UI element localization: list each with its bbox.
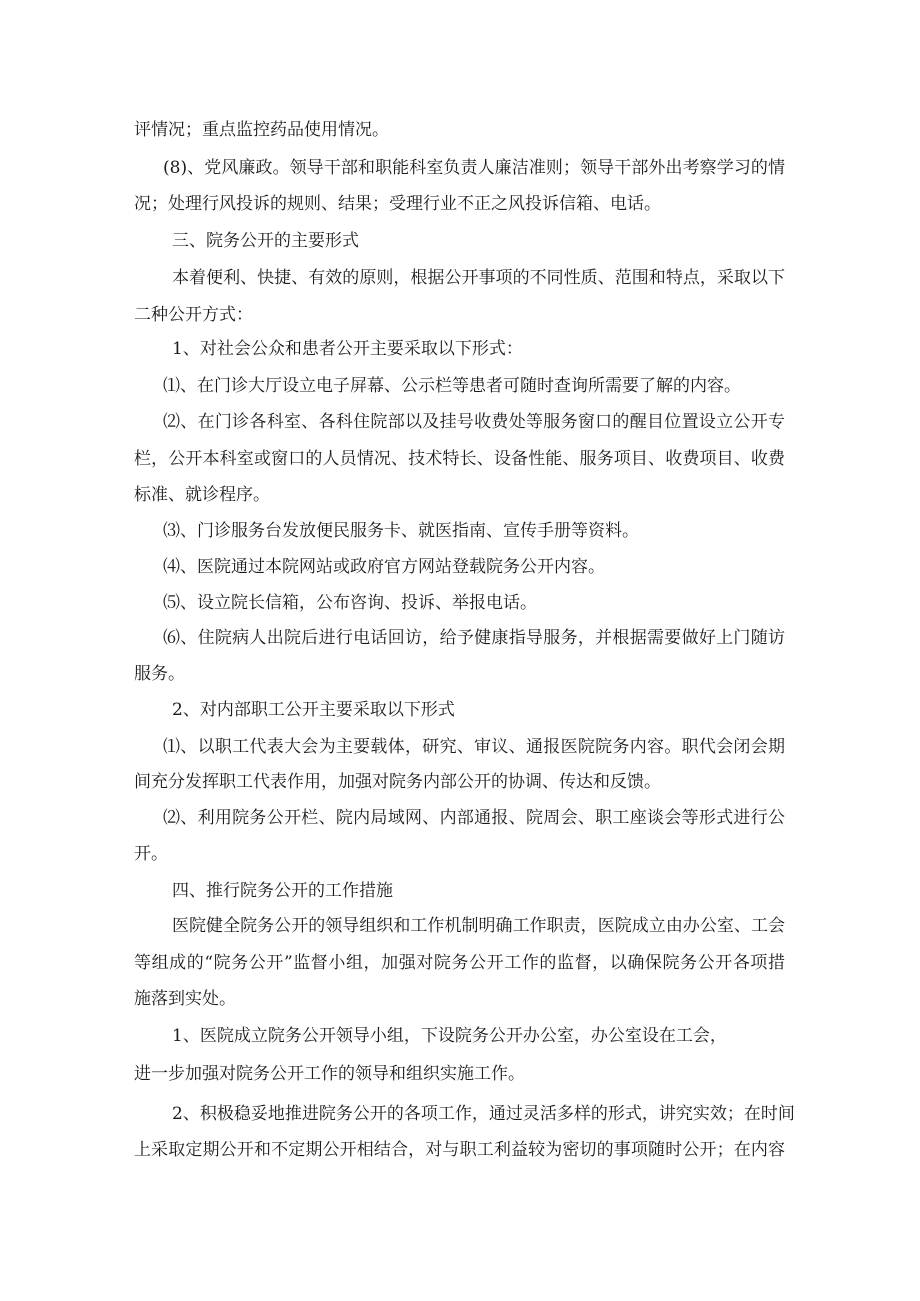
list-item: ⑵、在门诊各科室、各科住院部以及挂号收费处等服务窗口的醒目位置设立公开专 [163, 412, 785, 432]
text-line: 开。 [134, 844, 168, 864]
section-heading: 三、院务公开的主要形式 [172, 231, 359, 251]
subheading: 2、对内部职工公开主要采取以下形式 [172, 700, 455, 720]
text-line: 评情况；重点监控药品使用情况。 [134, 120, 389, 140]
list-item: ⑹、住院病人出院后进行电话回访，给予健康指导服务，并根据需要做好上门随访 [163, 628, 785, 648]
text-line: 二种公开方式： [134, 305, 253, 325]
section-heading: 四、推行院务公开的工作措施 [172, 881, 393, 901]
list-item: ⑶、门诊服务台发放便民服务卡、就医指南、宣传手册等资料。 [163, 521, 639, 541]
text-line: 栏，公开本科室或窗口的人员情况、技术特长、设备性能、服务项目、收费项目、收费 [134, 449, 785, 469]
text-line: 标准、就诊程序。 [134, 485, 270, 505]
text-line: 况；处理行风投诉的规则、结果；受理行业不正之风投诉信箱、电话。 [134, 194, 661, 214]
text-line: 施落到实处。 [134, 989, 236, 1009]
subheading: 2、积极稳妥地推进院务公开的各项工作，通过灵活多样的形式，讲究实效；在时间 [172, 1104, 795, 1124]
text-line: 上采取定期公开和不定期公开相结合，对与职工利益较为密切的事项随时公开；在内容 [134, 1140, 785, 1160]
text-line: 服务。 [134, 664, 185, 684]
text-line: 本着便利、快捷、有效的原则，根据公开事项的不同性质、范围和特点，采取以下 [172, 268, 785, 288]
subheading: 1、对社会公众和患者公开主要采取以下形式： [172, 339, 523, 359]
list-item: ⑴、以职工代表大会为主要载体，研究、审议、通报医院院务内容。职代会闭会期 [163, 737, 785, 757]
list-item: ⑷、医院通过本院网站或政府官方网站登载院务公开内容。 [163, 557, 605, 577]
text-line: 间充分发挥职工代表作用，加强对院务内部公开的协调、传达和反馈。 [134, 772, 661, 792]
text-line: 等组成的“院务公开”监督小组，加强对院务公开工作的监督，以确保院务公开各项措 [134, 953, 785, 973]
subheading: 1、医院成立院务公开领导小组，下设院务公开办公室，办公室设在工会， [172, 1026, 727, 1046]
list-item: ⑵、利用院务公开栏、院内局域网、内部通报、院周会、职工座谈会等形式进行公 [163, 808, 785, 828]
text-line: (8)、党风廉政。领导干部和职能科室负责人廉洁准则；领导干部外出考察学习的情 [163, 158, 785, 178]
list-item: ⑴、在门诊大厅设立电子屏幕、公示栏等患者可随时查询所需要了解的内容。 [163, 376, 741, 396]
text-line: 进一步加强对院务公开工作的领导和组织实施工作。 [134, 1064, 525, 1084]
text-line: 医院健全院务公开的领导组织和工作机制明确工作职责，医院成立由办公室、工会 [172, 916, 785, 936]
list-item: ⑸、设立院长信箱，公布咨询、投诉、举报电话。 [163, 593, 537, 613]
